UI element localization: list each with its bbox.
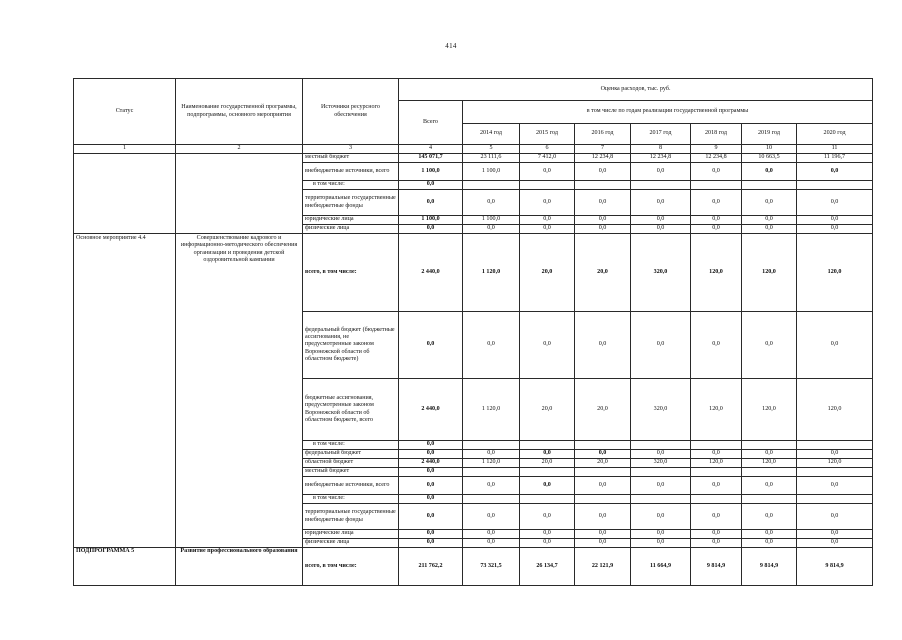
year-value-cell: 1 100,0 xyxy=(463,163,520,181)
total-cell: 0,0 xyxy=(399,312,463,379)
source-cell: областной бюджет xyxy=(303,459,399,468)
source-cell: внебюджетные источники, всего xyxy=(303,163,399,181)
year-value-cell xyxy=(520,441,575,450)
year-value-cell xyxy=(742,468,797,477)
year-value-cell: 0,0 xyxy=(742,539,797,548)
source-cell: местный бюджет xyxy=(303,468,399,477)
year-value-cell: 7 412,0 xyxy=(520,154,575,163)
year-value-cell: 120,0 xyxy=(742,234,797,312)
year-value-cell: 0,0 xyxy=(631,530,691,539)
year-value-cell: 320,0 xyxy=(631,459,691,468)
year-value-cell: 0,0 xyxy=(691,190,742,216)
year-value-cell: 0,0 xyxy=(575,539,631,548)
table-row xyxy=(74,234,873,312)
total-cell: 0,0 xyxy=(399,468,463,477)
table-body xyxy=(74,154,873,586)
year-value-cell: 0,0 xyxy=(742,163,797,181)
column-number: 7 xyxy=(575,145,631,154)
total-cell: 0,0 xyxy=(399,225,463,234)
year-value-cell: 0,0 xyxy=(575,190,631,216)
year-value-cell xyxy=(691,441,742,450)
year-value-cell: 120,0 xyxy=(691,379,742,441)
year-value-cell xyxy=(742,181,797,190)
source-cell: бюджетные ассигнования, предусмотренные законом Воронежской области об областном бюджете, всего xyxy=(303,379,399,441)
program-name-cell xyxy=(176,154,303,234)
year-value-cell: 120,0 xyxy=(742,459,797,468)
year-value-cell xyxy=(575,441,631,450)
column-number: 10 xyxy=(742,145,797,154)
year-value-cell: 0,0 xyxy=(742,312,797,379)
year-value-cell: 0,0 xyxy=(631,539,691,548)
year-value-cell: 1 120,0 xyxy=(463,379,520,441)
column-number: 1 xyxy=(74,145,176,154)
year-value-cell: 0,0 xyxy=(691,450,742,459)
year-value-cell: 0,0 xyxy=(797,539,873,548)
year-value-cell xyxy=(742,441,797,450)
header-year: 2014 год xyxy=(463,124,520,145)
year-value-cell: 120,0 xyxy=(797,459,873,468)
year-value-cell xyxy=(797,181,873,190)
year-value-cell: 0,0 xyxy=(742,216,797,225)
year-value-cell xyxy=(520,468,575,477)
year-value-cell: 320,0 xyxy=(631,234,691,312)
table-row xyxy=(74,548,873,586)
source-cell: физические лица xyxy=(303,225,399,234)
source-cell: федеральный бюджет xyxy=(303,450,399,459)
year-value-cell: 0,0 xyxy=(691,477,742,495)
header-estimate: Оценка расходов, тыс. руб. xyxy=(399,79,873,101)
year-value-cell: 20,0 xyxy=(575,459,631,468)
year-value-cell: 20,0 xyxy=(575,234,631,312)
year-value-cell: 0,0 xyxy=(575,504,631,530)
year-value-cell: 0,0 xyxy=(463,504,520,530)
year-value-cell: 11 196,7 xyxy=(797,154,873,163)
year-value-cell: 9 814,9 xyxy=(797,548,873,586)
column-number: 3 xyxy=(303,145,399,154)
total-cell: 1 100,0 xyxy=(399,216,463,225)
source-cell: внебюджетные источники, всего xyxy=(303,477,399,495)
year-value-cell xyxy=(631,181,691,190)
column-number: 5 xyxy=(463,145,520,154)
year-value-cell: 0,0 xyxy=(575,312,631,379)
total-cell: 0,0 xyxy=(399,181,463,190)
total-cell: 0,0 xyxy=(399,504,463,530)
year-value-cell: 0,0 xyxy=(691,530,742,539)
year-value-cell: 0,0 xyxy=(520,190,575,216)
year-value-cell: 0,0 xyxy=(742,450,797,459)
header-year: 2015 год xyxy=(520,124,575,145)
total-cell: 0,0 xyxy=(399,441,463,450)
year-value-cell xyxy=(463,441,520,450)
year-value-cell: 0,0 xyxy=(797,450,873,459)
total-cell: 145 071,7 xyxy=(399,154,463,163)
year-value-cell: 0,0 xyxy=(691,225,742,234)
year-value-cell xyxy=(742,495,797,504)
year-value-cell: 1 100,0 xyxy=(463,216,520,225)
year-value-cell: 0,0 xyxy=(463,477,520,495)
source-cell: в том числе: xyxy=(303,441,399,450)
status-cell: ПОДПРОГРАММА 5 xyxy=(74,548,176,586)
year-value-cell: 0,0 xyxy=(463,225,520,234)
total-cell: 0,0 xyxy=(399,495,463,504)
year-value-cell: 0,0 xyxy=(463,450,520,459)
year-value-cell: 0,0 xyxy=(691,539,742,548)
column-number: 4 xyxy=(399,145,463,154)
table-row xyxy=(74,154,873,163)
total-cell: 0,0 xyxy=(399,450,463,459)
year-value-cell xyxy=(631,495,691,504)
column-number: 8 xyxy=(631,145,691,154)
header-year: 2019 год xyxy=(742,124,797,145)
year-value-cell: 12 234,8 xyxy=(631,154,691,163)
year-value-cell: 0,0 xyxy=(520,450,575,459)
year-value-cell xyxy=(520,495,575,504)
year-value-cell: 0,0 xyxy=(742,225,797,234)
year-value-cell: 0,0 xyxy=(575,450,631,459)
status-cell: Основное мероприятие 4.4 xyxy=(74,234,176,548)
year-value-cell: 120,0 xyxy=(742,379,797,441)
total-cell: 0,0 xyxy=(399,190,463,216)
year-value-cell: 120,0 xyxy=(691,459,742,468)
year-value-cell: 12 234,8 xyxy=(575,154,631,163)
year-value-cell: 20,0 xyxy=(520,234,575,312)
column-number: 6 xyxy=(520,145,575,154)
year-value-cell: 0,0 xyxy=(463,539,520,548)
year-value-cell: 0,0 xyxy=(797,477,873,495)
year-value-cell xyxy=(797,495,873,504)
year-value-cell: 0,0 xyxy=(463,190,520,216)
column-number-row xyxy=(74,145,873,154)
year-value-cell: 1 120,0 xyxy=(463,234,520,312)
year-value-cell xyxy=(463,468,520,477)
year-value-cell: 0,0 xyxy=(631,225,691,234)
total-cell: 2 440,0 xyxy=(399,379,463,441)
year-value-cell: 320,0 xyxy=(631,379,691,441)
year-value-cell: 0,0 xyxy=(797,216,873,225)
total-cell: 0,0 xyxy=(399,530,463,539)
source-cell: юридические лица xyxy=(303,530,399,539)
year-value-cell: 26 134,7 xyxy=(520,548,575,586)
year-value-cell xyxy=(575,495,631,504)
year-value-cell: 12 234,8 xyxy=(691,154,742,163)
year-value-cell: 0,0 xyxy=(742,530,797,539)
year-value-cell xyxy=(463,495,520,504)
source-cell: в том числе: xyxy=(303,181,399,190)
header-program-name: Наименование государственной программы, подпрограммы, основного мероприятия xyxy=(176,79,303,145)
source-cell: местный бюджет xyxy=(303,154,399,163)
year-value-cell xyxy=(691,468,742,477)
year-value-cell: 1 120,0 xyxy=(463,459,520,468)
source-cell: территориальные государственные внебюджетные фонды xyxy=(303,504,399,530)
year-value-cell xyxy=(463,181,520,190)
header-by-years: в том числе по годам реализации государственной программы xyxy=(463,101,873,124)
year-value-cell xyxy=(520,181,575,190)
total-cell: 211 762,2 xyxy=(399,548,463,586)
source-cell: всего, в том числе: xyxy=(303,234,399,312)
total-cell: 2 440,0 xyxy=(399,234,463,312)
column-number: 2 xyxy=(176,145,303,154)
total-cell: 0,0 xyxy=(399,477,463,495)
year-value-cell: 0,0 xyxy=(575,216,631,225)
year-value-cell: 0,0 xyxy=(520,539,575,548)
year-value-cell: 0,0 xyxy=(691,504,742,530)
header-year: 2020 год xyxy=(797,124,873,145)
year-value-cell: 0,0 xyxy=(575,225,631,234)
year-value-cell xyxy=(691,181,742,190)
year-value-cell: 0,0 xyxy=(742,477,797,495)
year-value-cell: 0,0 xyxy=(797,312,873,379)
source-cell: федеральный бюджет (бюджетные ассигнования, не предусмотренные законом Воронежской области об областном бюджете) xyxy=(303,312,399,379)
year-value-cell: 0,0 xyxy=(575,530,631,539)
year-value-cell: 0,0 xyxy=(520,163,575,181)
source-cell: юридические лица xyxy=(303,216,399,225)
year-value-cell: 0,0 xyxy=(797,530,873,539)
year-value-cell: 120,0 xyxy=(797,379,873,441)
year-value-cell: 0,0 xyxy=(797,190,873,216)
column-number: 11 xyxy=(797,145,873,154)
year-value-cell: 20,0 xyxy=(520,379,575,441)
year-value-cell: 9 814,9 xyxy=(691,548,742,586)
year-value-cell: 0,0 xyxy=(631,163,691,181)
year-value-cell: 0,0 xyxy=(691,312,742,379)
year-value-cell: 11 664,9 xyxy=(631,548,691,586)
header-year: 2018 год xyxy=(691,124,742,145)
year-value-cell: 0,0 xyxy=(520,216,575,225)
year-value-cell: 73 321,5 xyxy=(463,548,520,586)
year-value-cell xyxy=(797,441,873,450)
total-cell: 1 100,0 xyxy=(399,163,463,181)
header-total: Всего xyxy=(399,101,463,145)
year-value-cell xyxy=(631,468,691,477)
year-value-cell: 0,0 xyxy=(797,163,873,181)
source-cell: территориальные государственные внебюджетные фонды xyxy=(303,190,399,216)
year-value-cell: 0,0 xyxy=(520,530,575,539)
source-cell: в том числе: xyxy=(303,495,399,504)
year-value-cell: 0,0 xyxy=(631,504,691,530)
year-value-cell: 23 111,6 xyxy=(463,154,520,163)
year-value-cell: 0,0 xyxy=(520,312,575,379)
year-value-cell: 0,0 xyxy=(797,504,873,530)
year-value-cell: 120,0 xyxy=(797,234,873,312)
year-value-cell xyxy=(797,468,873,477)
year-value-cell: 0,0 xyxy=(631,450,691,459)
year-value-cell: 20,0 xyxy=(520,459,575,468)
total-cell: 2 440,0 xyxy=(399,459,463,468)
total-cell: 0,0 xyxy=(399,539,463,548)
year-value-cell xyxy=(575,181,631,190)
year-value-cell: 0,0 xyxy=(797,225,873,234)
year-value-cell: 0,0 xyxy=(575,163,631,181)
year-value-cell: 0,0 xyxy=(520,477,575,495)
header-status: Статус xyxy=(74,79,176,145)
year-value-cell xyxy=(575,468,631,477)
year-value-cell: 20,0 xyxy=(575,379,631,441)
status-cell xyxy=(74,154,176,234)
year-value-cell: 0,0 xyxy=(520,225,575,234)
source-cell: всего, в том числе: xyxy=(303,548,399,586)
header-year: 2016 год xyxy=(575,124,631,145)
year-value-cell: 0,0 xyxy=(742,504,797,530)
year-value-cell: 0,0 xyxy=(631,312,691,379)
header-sources: Источники ресурсного обеспечения xyxy=(303,79,399,145)
source-cell: физические лица xyxy=(303,539,399,548)
header-year: 2017 год xyxy=(631,124,691,145)
year-value-cell: 22 121,9 xyxy=(575,548,631,586)
year-value-cell: 120,0 xyxy=(691,234,742,312)
column-number: 9 xyxy=(691,145,742,154)
year-value-cell: 0,0 xyxy=(520,504,575,530)
resource-estimate-table xyxy=(73,78,873,586)
year-value-cell xyxy=(691,495,742,504)
year-value-cell: 10 663,5 xyxy=(742,154,797,163)
year-value-cell: 0,0 xyxy=(742,190,797,216)
year-value-cell: 0,0 xyxy=(691,216,742,225)
year-value-cell: 0,0 xyxy=(631,216,691,225)
year-value-cell: 0,0 xyxy=(631,477,691,495)
year-value-cell: 0,0 xyxy=(691,163,742,181)
program-name-cell: Совершенствование кадрового и информационно-методического обеспечения организации и проведения детской оздоровительной кампании xyxy=(176,234,303,548)
year-value-cell: 0,0 xyxy=(463,530,520,539)
year-value-cell xyxy=(631,441,691,450)
year-value-cell: 0,0 xyxy=(631,190,691,216)
page-number: 414 xyxy=(445,42,457,50)
year-value-cell: 9 814,9 xyxy=(742,548,797,586)
program-name-cell: Развитие профессионального образования xyxy=(176,548,303,586)
year-value-cell: 0,0 xyxy=(463,312,520,379)
year-value-cell: 0,0 xyxy=(575,477,631,495)
